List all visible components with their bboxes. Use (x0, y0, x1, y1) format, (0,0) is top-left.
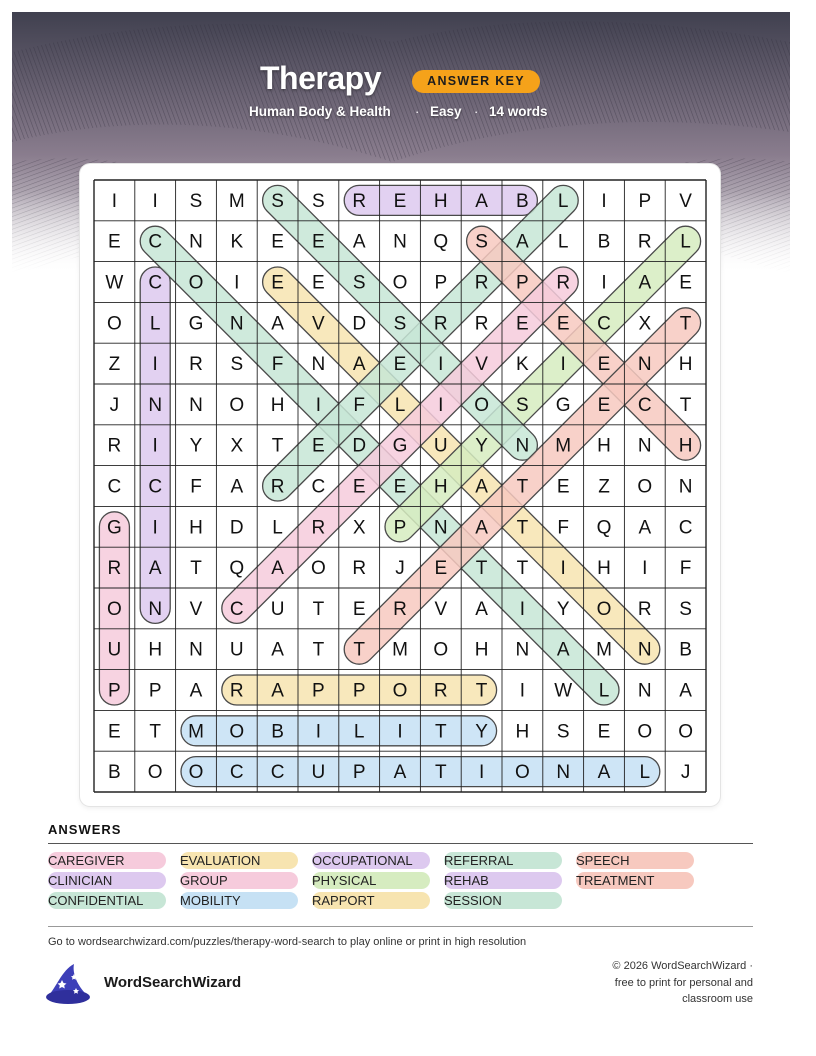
grid-cell[interactable]: N (637, 639, 652, 661)
copyright-line: free to print for personal and (614, 976, 753, 989)
grid-cell[interactable]: A (271, 558, 284, 580)
grid-cell[interactable]: M (228, 190, 245, 212)
grid-cell[interactable]: E (271, 272, 284, 294)
grid-cell[interactable]: A (271, 639, 284, 661)
answer-label: GROUP (180, 873, 228, 888)
grid-cell[interactable]: C (637, 394, 652, 416)
grid-cell[interactable]: I (642, 558, 648, 580)
grid-cell[interactable]: X (352, 517, 366, 539)
grid-cell[interactable]: H (189, 517, 203, 539)
grid-cell[interactable]: L (557, 231, 569, 253)
copyright-notice (583, 958, 753, 1008)
grid-cell[interactable]: I (560, 558, 566, 580)
grid-cell[interactable]: K (516, 354, 529, 376)
grid-cell[interactable]: E (434, 558, 448, 580)
grid-cell[interactable]: I (478, 762, 485, 784)
grid-letters (105, 191, 693, 783)
grid-cell[interactable]: P (434, 272, 448, 294)
grid-cell[interactable]: T (516, 517, 529, 539)
grid-cell[interactable]: G (555, 394, 571, 416)
grid-cell[interactable]: B (516, 190, 529, 212)
grid-cell[interactable]: E (393, 476, 407, 498)
grid-cell[interactable]: R (107, 435, 122, 457)
grid-cell[interactable]: X (638, 313, 652, 335)
grid-cell[interactable]: S (352, 272, 366, 294)
grid-cell[interactable]: G (188, 313, 204, 335)
divider (48, 926, 753, 927)
grid-cell[interactable]: E (352, 598, 366, 620)
grid-cell[interactable]: I (152, 354, 158, 376)
grid-cell[interactable]: I (601, 272, 607, 294)
grid-cell[interactable]: N (189, 639, 203, 661)
grid-cell[interactable]: O (596, 598, 612, 620)
grid-cell[interactable]: I (234, 272, 240, 294)
grid-cell[interactable]: A (352, 354, 366, 376)
grid-cell[interactable]: E (352, 476, 366, 498)
answer-item (180, 872, 298, 889)
answer-item (180, 892, 298, 909)
grid-cell[interactable]: N (637, 354, 652, 376)
answer-item (576, 852, 694, 869)
grid-cell[interactable]: D (352, 313, 367, 335)
grid-cell[interactable]: S (516, 394, 529, 416)
grid-cell[interactable]: C (311, 476, 326, 498)
grid-cell[interactable]: U (270, 598, 285, 620)
grid-cell[interactable]: I (601, 190, 607, 212)
grid-cell[interactable]: T (516, 558, 529, 580)
grid-cell[interactable]: F (353, 394, 366, 416)
grid-cell[interactable]: T (434, 762, 447, 784)
meta-separator: · (415, 104, 420, 119)
grid-cell[interactable]: A (352, 231, 366, 253)
grid-cell[interactable]: B (108, 762, 121, 784)
grid-cell[interactable]: L (680, 231, 691, 253)
grid-cell[interactable]: I (152, 435, 158, 457)
grid-cell[interactable]: A (393, 762, 407, 784)
answer-item (444, 872, 562, 889)
grid-cell[interactable]: U (107, 639, 122, 661)
grid-cell[interactable]: R (474, 272, 489, 294)
grid-cell[interactable]: G (392, 435, 408, 457)
answer-item (576, 872, 694, 889)
grid-cell[interactable]: M (392, 639, 408, 661)
grid-cell[interactable]: J (395, 558, 405, 580)
grid-cell[interactable]: I (397, 721, 403, 743)
answer-label: CLINICIAN (48, 873, 113, 888)
grid-cell[interactable]: Y (475, 721, 488, 743)
grid-cell[interactable]: F (557, 517, 570, 539)
grid-cell[interactable]: X (230, 435, 244, 457)
grid-cell[interactable]: J (680, 762, 691, 784)
answer-label: CONFIDENTIAL (48, 893, 144, 908)
grid-cell[interactable]: C (148, 476, 163, 498)
answer-item (444, 892, 562, 909)
grid-cell[interactable]: S (679, 598, 692, 620)
grid-cell[interactable]: T (475, 680, 488, 702)
grid-cell[interactable]: R (229, 680, 244, 702)
grid-cell[interactable]: F (679, 558, 692, 580)
wizard-hat-icon (44, 962, 94, 1011)
grid-cell[interactable]: O (107, 598, 122, 620)
answer-label: CAREGIVER (48, 853, 125, 868)
grid-cell[interactable]: C (229, 598, 244, 620)
grid-cell[interactable]: R (433, 680, 448, 702)
answer-item (48, 852, 166, 869)
grid-cell[interactable]: P (108, 680, 121, 702)
answer-label: REHAB (444, 873, 489, 888)
grid-cell[interactable]: I (152, 190, 158, 212)
grid-cell[interactable]: S (230, 354, 244, 376)
grid-cell[interactable]: S (556, 721, 570, 743)
grid-cell[interactable]: L (598, 680, 610, 702)
grid-cell[interactable]: A (475, 190, 488, 212)
grid-cell[interactable]: C (148, 231, 163, 253)
grid-cell[interactable]: Q (596, 517, 612, 539)
grid-cell[interactable]: B (679, 639, 692, 661)
answer-item (312, 892, 430, 909)
copyright-line: classroom use (682, 993, 753, 1005)
grid-cell[interactable]: E (312, 435, 325, 457)
grid-cell[interactable]: R (637, 598, 652, 620)
grid-cell[interactable]: I (315, 721, 322, 743)
grid-cell[interactable]: R (556, 272, 571, 294)
answer-item (48, 872, 166, 889)
grid-cell[interactable]: O (637, 721, 653, 743)
answer-key-badge: ANSWER KEY (412, 70, 540, 93)
answer-label: OCCUPATIONAL (312, 853, 413, 868)
grid-cell[interactable]: N (515, 639, 530, 661)
grid-cell[interactable]: N (229, 313, 244, 335)
grid-cell[interactable]: A (638, 272, 652, 294)
grid-cell[interactable]: O (392, 272, 408, 294)
grid-cell[interactable]: Q (433, 231, 449, 253)
grid-cell[interactable]: Y (556, 598, 570, 620)
grid-cell[interactable]: C (107, 476, 122, 498)
grid-cell[interactable]: N (678, 476, 693, 498)
grid-cell[interactable]: H (474, 639, 489, 661)
grid-cell[interactable]: S (393, 313, 407, 335)
grid-cell[interactable]: E (393, 190, 407, 212)
grid-cell[interactable]: E (516, 313, 529, 335)
grid-cell[interactable]: R (474, 313, 489, 335)
grid-cell[interactable]: A (271, 313, 284, 335)
grid-cell[interactable]: N (393, 231, 407, 253)
puzzle-difficulty: Easy (430, 104, 462, 119)
grid-cell[interactable]: L (394, 394, 406, 416)
grid-cell[interactable]: E (597, 721, 611, 743)
grid-cell[interactable]: B (597, 231, 611, 253)
grid-cell[interactable]: P (352, 680, 366, 702)
grid-cell[interactable]: N (148, 598, 163, 620)
grid-cell[interactable]: Z (598, 476, 610, 498)
grid-cell[interactable]: S (312, 190, 325, 212)
grid-cell[interactable]: O (392, 680, 408, 702)
grid-cell[interactable]: D (229, 517, 244, 539)
grid-cell[interactable]: E (597, 354, 611, 376)
footer-link[interactable]: Go to wordsearchwizard.com/puzzles/therapy-word-search to play online or print in high resolution (48, 936, 527, 948)
grid-cell[interactable]: L (149, 313, 161, 335)
grid-cell[interactable]: E (108, 231, 121, 253)
grid-cell[interactable]: V (434, 598, 448, 620)
grid-cell[interactable]: L (557, 190, 569, 212)
grid-cell[interactable]: L (272, 517, 283, 539)
grid-cell[interactable]: I (111, 190, 118, 212)
grid-cell[interactable]: R (311, 517, 326, 539)
grid-cell[interactable]: T (312, 598, 325, 620)
grid-cell[interactable]: B (271, 721, 284, 743)
grid-cell[interactable]: R (107, 558, 122, 580)
answer-item (312, 852, 430, 869)
grid-cell[interactable]: V (475, 354, 488, 376)
grid-cell[interactable]: T (679, 394, 692, 416)
answer-label: TREATMENT (576, 873, 655, 888)
grid-cell[interactable]: N (556, 762, 571, 784)
grid-cell[interactable]: M (555, 435, 572, 457)
grid-cell[interactable]: O (229, 721, 245, 743)
grid-cell[interactable]: I (152, 517, 158, 539)
grid-cell[interactable]: I (519, 680, 526, 702)
grid-cell[interactable]: H (433, 190, 448, 212)
grid-cell[interactable]: A (148, 558, 162, 580)
grid-cell[interactable]: O (637, 476, 653, 498)
puzzle-word-count: 14 words (489, 104, 548, 119)
grid-cell[interactable]: O (107, 313, 122, 335)
grid-cell[interactable]: A (271, 680, 284, 702)
grid-cell[interactable]: N (637, 680, 652, 702)
grid-cell[interactable]: A (638, 517, 652, 539)
grid-cell[interactable]: H (148, 639, 163, 661)
grid-cell[interactable]: L (639, 762, 651, 784)
grid-cell[interactable]: P (148, 680, 162, 702)
grid-cell[interactable]: I (438, 354, 444, 376)
grid-cell[interactable]: T (271, 435, 284, 457)
grid-cell[interactable]: F (271, 354, 284, 376)
letter-grid (80, 164, 720, 806)
grid-cell[interactable]: A (230, 476, 244, 498)
grid-cell[interactable]: E (393, 354, 407, 376)
grid-cell[interactable]: A (475, 517, 488, 539)
grid-cell[interactable]: O (515, 762, 530, 784)
grid-cell[interactable]: C (148, 272, 163, 294)
grid-cell[interactable]: S (189, 190, 203, 212)
grid-cell[interactable]: A (679, 680, 692, 702)
grid-cell[interactable]: C (597, 313, 611, 335)
grid-cell[interactable]: W (554, 680, 573, 702)
grid-cell[interactable]: H (270, 394, 285, 416)
grid-cell[interactable]: L (353, 721, 365, 743)
grid-cell[interactable]: A (516, 231, 529, 253)
answer-label: RAPPORT (312, 893, 375, 908)
grid-cell[interactable]: P (638, 190, 652, 212)
grid-cell[interactable]: W (105, 272, 124, 294)
grid-cell[interactable]: N (148, 394, 163, 416)
grid-cell[interactable]: N (433, 517, 448, 539)
answer-item (312, 872, 430, 889)
grid-cell[interactable]: O (678, 721, 693, 743)
grid-cell[interactable]: A (556, 639, 570, 661)
grid-cell[interactable]: R (637, 231, 652, 253)
puzzle-category: Human Body & Health (249, 104, 391, 119)
grid-cell[interactable]: R (352, 558, 367, 580)
grid-cell[interactable]: A (475, 598, 488, 620)
grid-cell[interactable]: H (515, 721, 530, 743)
grid-cell[interactable]: U (433, 435, 448, 457)
grid-cell[interactable]: G (107, 517, 122, 539)
grid-cell[interactable]: Z (108, 354, 121, 376)
grid-cell[interactable]: C (270, 762, 285, 784)
grid-cell[interactable]: R (352, 190, 367, 212)
grid-cell[interactable]: V (189, 598, 203, 620)
grid-cell[interactable]: R (189, 354, 203, 376)
grid-cell[interactable]: E (312, 272, 325, 294)
grid-cell[interactable]: O (147, 762, 163, 784)
grid-cell[interactable]: V (679, 190, 692, 212)
grid-cell[interactable]: E (679, 272, 692, 294)
grid-cell[interactable]: I (315, 394, 322, 416)
brand-name[interactable]: WordSearchWizard (104, 974, 242, 991)
grid-cell[interactable]: A (475, 476, 488, 498)
grid-cell[interactable]: U (229, 639, 244, 661)
grid-cell[interactable]: J (109, 394, 120, 416)
grid-cell[interactable]: S (271, 190, 284, 212)
grid-cell[interactable]: O (311, 558, 326, 580)
grid-cell[interactable]: V (312, 313, 325, 335)
grid-cell[interactable]: M (188, 721, 204, 743)
grid-cell[interactable]: T (516, 476, 529, 498)
grid-cell[interactable]: N (637, 435, 652, 457)
grid-cell[interactable]: O (188, 762, 204, 784)
grid-cell[interactable]: T (149, 721, 162, 743)
grid-cell[interactable]: D (352, 435, 367, 457)
answer-label: SESSION (444, 893, 502, 908)
grid-cell[interactable]: N (515, 435, 530, 457)
grid-cell[interactable]: P (312, 680, 325, 702)
grid-cell[interactable]: F (190, 476, 202, 498)
grid-cell[interactable]: T (475, 558, 488, 580)
grid-cell[interactable]: E (312, 231, 325, 253)
grid-cell[interactable]: E (556, 476, 570, 498)
grid-cell[interactable]: T (312, 639, 325, 661)
grid-cell[interactable]: E (556, 313, 570, 335)
grid-cell[interactable]: I (560, 354, 566, 376)
answer-label: SPEECH (576, 853, 630, 868)
answer-item (180, 852, 298, 869)
grid-cell[interactable]: Y (189, 435, 203, 457)
grid-cell[interactable]: R (270, 476, 285, 498)
grid-cell[interactable]: S (475, 231, 488, 253)
grid-cell[interactable]: P (393, 517, 407, 539)
divider (48, 843, 753, 844)
grid-cell[interactable]: N (311, 354, 326, 376)
grid-cell[interactable]: H (597, 435, 611, 457)
grid-cell[interactable]: H (678, 354, 693, 376)
grid-cell[interactable]: N (189, 231, 203, 253)
grid-cell[interactable]: Q (229, 558, 245, 580)
grid-cell[interactable]: E (108, 721, 121, 743)
grid-cell[interactable]: I (519, 598, 526, 620)
grid-cell[interactable]: R (433, 313, 448, 335)
grid-cell[interactable]: O (188, 272, 204, 294)
grid-cell[interactable]: E (597, 394, 611, 416)
grid-cell[interactable]: Y (475, 435, 488, 457)
grid-cell[interactable]: T (190, 558, 202, 580)
grid-cell[interactable]: C (229, 762, 244, 784)
answer-label: REFERRAL (444, 853, 514, 868)
grid-cell[interactable]: P (516, 272, 529, 294)
answer-label: MOBILITY (180, 893, 241, 908)
answer-item (444, 852, 562, 869)
grid-cell[interactable]: H (678, 435, 693, 457)
puzzle-card (80, 164, 720, 806)
grid-cell[interactable]: I (438, 394, 444, 416)
grid-cell[interactable]: O (474, 394, 489, 416)
grid-cell[interactable]: H (433, 476, 448, 498)
answers-heading: ANSWERS (48, 822, 122, 837)
grid-cell[interactable]: T (434, 721, 447, 743)
grid-cell[interactable]: N (189, 394, 203, 416)
grid-cell[interactable]: H (597, 558, 611, 580)
grid-cell[interactable]: A (189, 680, 203, 702)
grid-cell[interactable]: R (393, 598, 407, 620)
grid-cell[interactable]: O (433, 639, 449, 661)
grid-cell[interactable]: O (229, 394, 245, 416)
grid-cell[interactable]: A (597, 762, 611, 784)
grid-cell[interactable]: K (230, 231, 244, 253)
puzzle-title: Therapy (260, 60, 381, 96)
grid-cell[interactable]: T (353, 639, 366, 661)
copyright-line: © 2026 WordSearchWizard · (612, 960, 753, 972)
grid-cell[interactable]: M (596, 639, 612, 661)
meta-separator: · (474, 104, 479, 119)
answer-item (48, 892, 166, 909)
grid-cell[interactable]: U (311, 762, 326, 784)
answer-label: PHYSICAL (312, 873, 377, 888)
answer-label: EVALUATION (180, 853, 261, 868)
grid-cell[interactable]: P (352, 762, 366, 784)
grid-cell[interactable]: T (679, 313, 692, 335)
grid-cell[interactable]: E (271, 231, 284, 253)
grid-cell[interactable]: C (678, 517, 693, 539)
